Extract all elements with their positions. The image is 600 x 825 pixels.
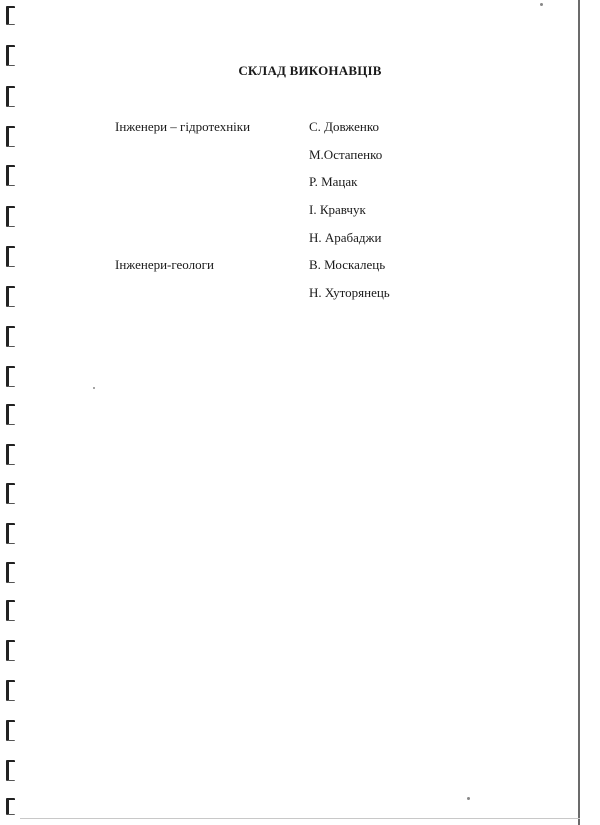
binding-ring bbox=[6, 640, 15, 661]
binding-ring bbox=[6, 760, 15, 781]
binding-ring bbox=[6, 562, 15, 583]
role-label-hydro-engineers: Інженери – гідротехніки bbox=[115, 119, 251, 134]
scan-speck bbox=[467, 797, 470, 800]
binding-ring bbox=[6, 165, 15, 186]
binding-ring bbox=[6, 444, 15, 465]
binding-ring bbox=[6, 404, 15, 425]
binding-ring bbox=[6, 206, 15, 227]
role-label-geologists: Інженери-геологи bbox=[115, 257, 214, 272]
scan-speck bbox=[540, 3, 543, 6]
binding-ring bbox=[6, 86, 15, 107]
binding-ring bbox=[6, 366, 15, 387]
page-right-edge bbox=[578, 0, 580, 825]
binding-ring bbox=[6, 126, 15, 147]
page-bottom-edge bbox=[20, 818, 580, 819]
binding-ring bbox=[6, 6, 15, 25]
member-name: С. Довженко bbox=[309, 119, 379, 134]
member-name: Р. Мацак bbox=[309, 174, 358, 189]
member-name: М.Остапенко bbox=[309, 147, 383, 162]
scan-speck bbox=[93, 387, 95, 389]
member-name: Н. Хуторянець bbox=[309, 285, 390, 300]
binding-ring bbox=[6, 483, 15, 504]
binding-ring bbox=[6, 246, 15, 267]
binding-ring bbox=[6, 600, 15, 621]
member-name: І. Кравчук bbox=[309, 202, 366, 217]
binding-ring bbox=[6, 523, 15, 544]
binding-ring bbox=[6, 720, 15, 741]
member-name: В. Москалець bbox=[309, 257, 386, 272]
member-name: Н. Арабаджи bbox=[309, 230, 382, 245]
binding-ring bbox=[6, 326, 15, 347]
page-title: СКЛАД ВИКОНАВЦІВ bbox=[238, 63, 382, 78]
binding-ring bbox=[6, 680, 15, 701]
binding-ring bbox=[6, 798, 15, 815]
binding-ring bbox=[6, 286, 15, 307]
